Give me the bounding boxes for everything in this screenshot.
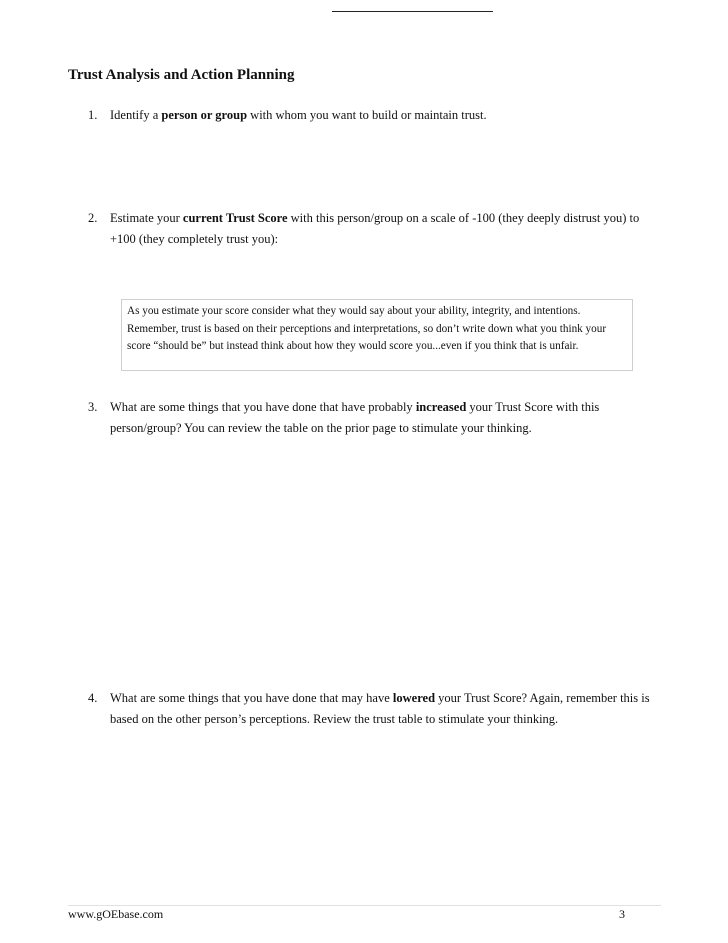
- guidance-note-box: As you estimate your score consider what they would say about your ability, integrity, and intentions. Remember, trust is based on their perceptions and interpretations, so don’t write down what you think your score “should be” but instead think about how they would score you...even if you think that is unfair.: [121, 299, 633, 371]
- question-text: What are some things that you have done that have probably increased your Trust Score with this person/group? You can review the table on the prior page to stimulate your thinking.: [110, 400, 600, 435]
- header-rule: [332, 11, 493, 12]
- question-number: 1.: [88, 108, 98, 122]
- question-text: What are some things that you have done that may have lowered your Trust Score? Again, remember this is based on the other person’s perceptions. Review the trust table to stimulate your thinking.: [110, 691, 650, 726]
- footer-rule: [68, 905, 661, 906]
- page-number: 3: [619, 907, 625, 921]
- question-text: Identify a person or group with whom you want to build or maintain trust.: [110, 108, 487, 122]
- question-number: 3.: [88, 400, 98, 414]
- question-1: [88, 105, 668, 126]
- question-number: 4.: [88, 691, 98, 705]
- question-4: [88, 688, 668, 730]
- footer-website: www.gOEbase.com: [68, 907, 164, 921]
- question-3: [88, 397, 668, 439]
- question-2: [88, 208, 668, 250]
- question-text: Estimate your current Trust Score with this person/group on a scale of -100 (they deeply distrust you) to +100 (they completely trust you):: [110, 211, 640, 246]
- question-number: 2.: [88, 211, 98, 225]
- page-title: Trust Analysis and Action Planning: [68, 67, 295, 83]
